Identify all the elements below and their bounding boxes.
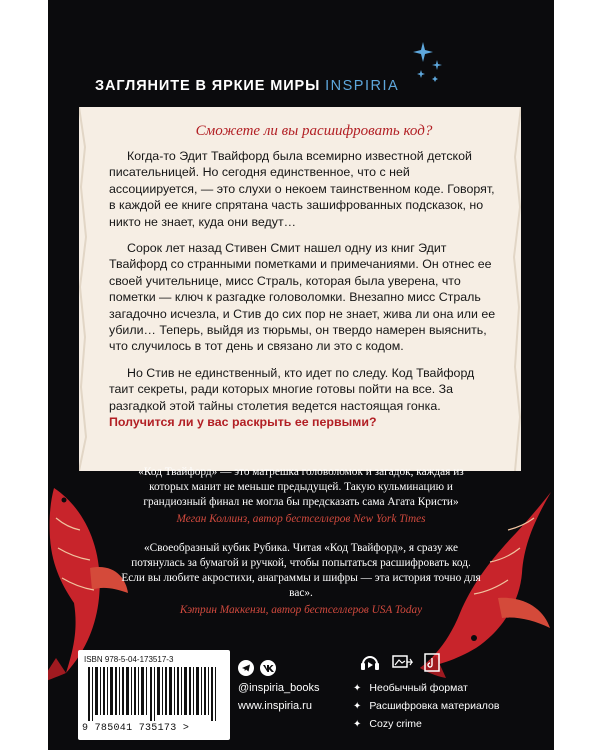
feature-label: Cozy crime <box>369 718 422 730</box>
review-quotes <box>120 465 482 618</box>
synopsis-paragraph-3 <box>109 365 499 431</box>
synopsis-question: Сможете ли вы расшифровать код? <box>195 123 433 139</box>
social-handle[interactable]: @inspiria_books <box>238 682 320 694</box>
review-author-2: Кэтрин Маккензи, автор бестселлеров USA Today <box>179 604 423 616</box>
synopsis-paragraph-1: Когда-то Эдит Твайфорд была всемирно известной детской писательницей. Но сегодня единственное, что с ней ассоциируется, — это слухи о некоем таинственном коде. Говорят, в каждой ее книге спрятана часть зашифрованных подсказок, но никто не знает, куда они ведут… <box>109 149 495 229</box>
format-icons <box>359 652 553 672</box>
feature-item <box>353 682 553 694</box>
feature-item <box>353 700 553 712</box>
review-quote-2: «Своеобразный кубик Рубика. Читая «Код Твайфорд», я сразу же потянулась за бумагой и ручкой, чтобы попытаться расшифровать код. Если вы любите акростихи, анаграммы и шифры — эта история точно для вас». <box>121 542 481 599</box>
series-header <box>95 78 399 94</box>
annotation-paper <box>79 107 521 471</box>
synopsis-paragraph-3-text: Но Стив не единственный, кто идет по следу. Код Твайфорд таит секреты, ради которых многие готовы пойти на все. За разгадкой этой тайны столетия ведется настоящая гонка. <box>109 365 475 413</box>
sparkle-bullet-icon: ✦ <box>353 700 362 712</box>
synopsis-highlight: Получится ли у вас раскрыть ее первыми? <box>109 415 377 430</box>
vk-icon[interactable] <box>260 660 276 676</box>
document-icon <box>423 652 441 672</box>
feature-label: Расшифровка материалов <box>369 700 500 712</box>
telegram-icon[interactable] <box>238 660 254 676</box>
review-author-1: Меган Коллинз, автор бестселлеров New York Times <box>176 513 426 525</box>
audio-icon <box>359 652 381 672</box>
sparkle-bullet-icon: ✦ <box>353 718 362 730</box>
synopsis <box>109 123 499 441</box>
header-prefix: ЗАГЛЯНИТЕ В ЯРКИЕ МИРЫ <box>95 78 321 94</box>
brand-name: INSPIRIA <box>325 78 400 94</box>
barcode-image <box>88 667 224 721</box>
feature-item <box>353 718 553 730</box>
sparkles-icon <box>407 40 447 85</box>
barcode-digits: 9 785041 735173 > <box>82 723 190 734</box>
publisher-website[interactable]: www.inspiria.ru <box>238 700 312 712</box>
feature-label: Необычный формат <box>369 682 468 694</box>
book-features <box>353 652 553 736</box>
sparkle-bullet-icon: ✦ <box>353 682 362 694</box>
review-quote-1: «Код Твайфорд» — это матрешка головоломок и загадок, каждая из которых манит не меньше предыдущей. Такую кульминацию и грандиозный финал не могла бы предсказать сама Агата Кристи» <box>138 466 464 508</box>
book-back-cover <box>48 0 554 750</box>
synopsis-paragraph-2: Сорок лет назад Стивен Смит нашел одну из книг Эдит Твайфорд со странными пометками и примечаниями. Он отнес ее своей учительнице, мисс Страль, которая была уверена, что пометки — ключ к разгадке головоломки. Внезапно мисс Страль загадочно исчезла, и Стив до сих пор не знает, жива ли она или ее убили… Теперь, выйдя из тюрьмы, он твердо намерен выяснить, что случилось в тот день и связано ли это с кодом. <box>109 241 496 354</box>
materials-icon <box>391 652 413 672</box>
isbn-barcode-box <box>78 650 230 740</box>
isbn-label: ISBN 978-5-04-173517-3 <box>84 655 174 664</box>
